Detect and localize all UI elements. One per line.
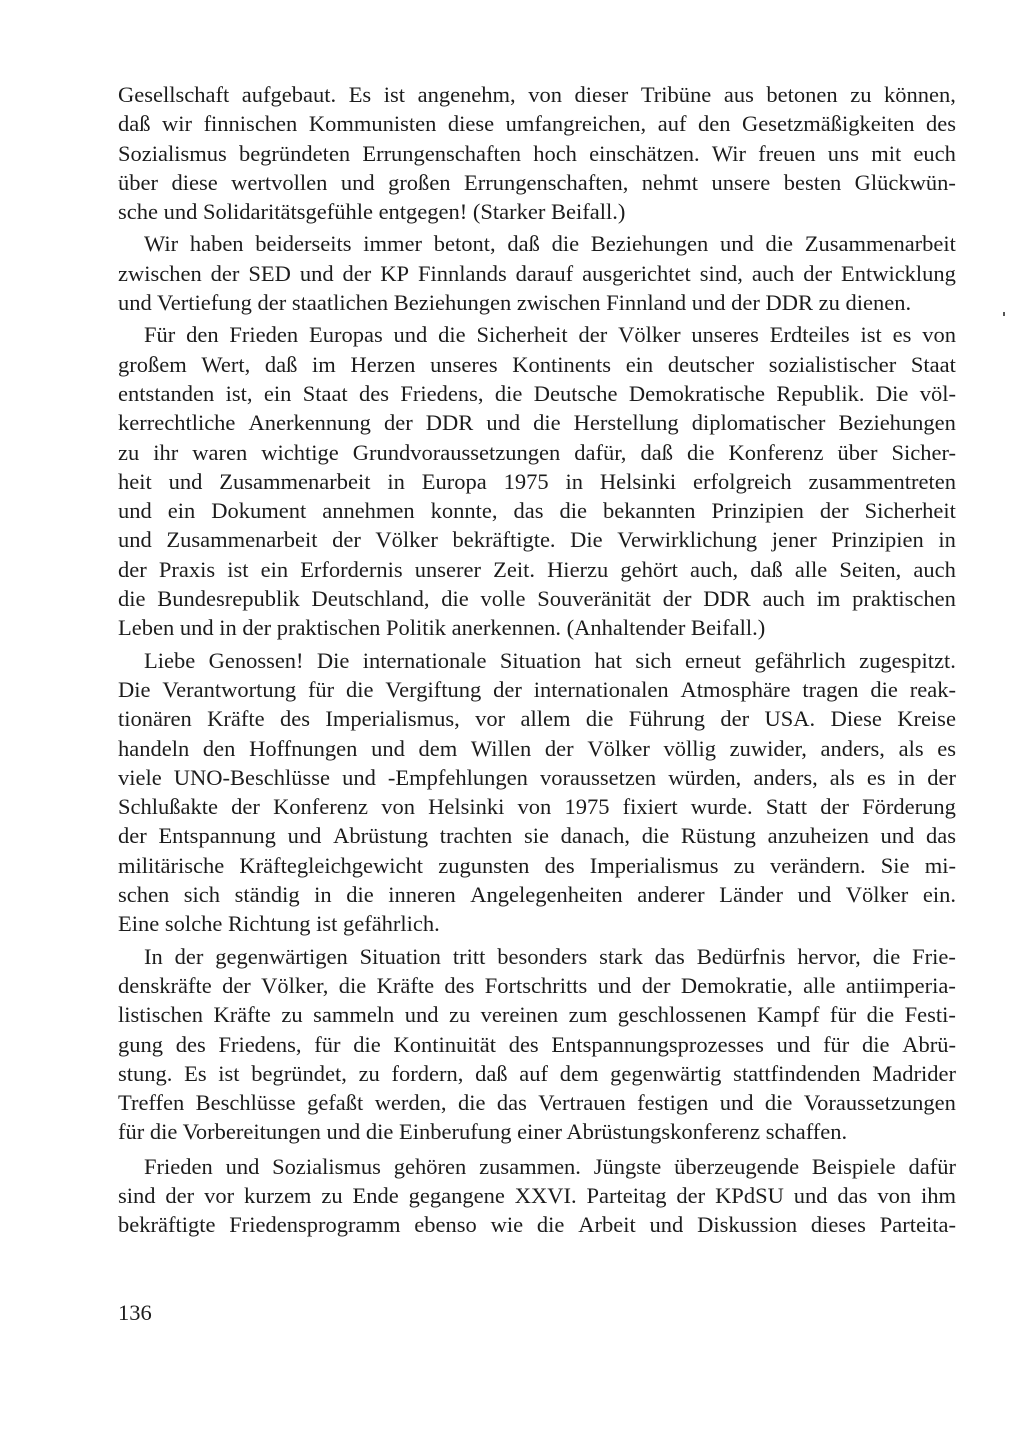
paragraph bbox=[118, 320, 956, 642]
text-line: Eine solche Richtung ist gefährlich. bbox=[118, 911, 440, 937]
text-line: zwischen der SED und der KP Finnlands darauf ausgerichtet sind, auch der Entwicklung bbox=[118, 260, 956, 286]
text-line: Gesellschaft aufgebaut. Es ist angenehm, von dieser Tribüne aus betonen zu können, bbox=[118, 82, 956, 107]
text-line: sche und Solidaritätsgefühle entgegen! (Starker Beifall.) bbox=[118, 199, 626, 225]
text-line: tionären Kräfte des Imperialismus, vor allem die Führung der USA. Diese Kreise bbox=[118, 706, 956, 732]
text-line: In der gegenwärtigen Situation tritt besonders stark das Bedürfnis hervor, die Frie- bbox=[144, 943, 956, 969]
text-line: kerrechtliche Anerkennung der DDR und die Herstellung diplomatischer Beziehungen bbox=[118, 410, 956, 436]
text-line: und Vertiefung der staatlichen Beziehungen zwischen Finnland und der DDR zu dienen. bbox=[118, 290, 912, 316]
text-line: und ein Dokument annehmen konnte, das die bekannten Prinzipien der Sicherheit bbox=[118, 498, 956, 524]
text-line: handeln den Hoffnungen und dem Willen der Völker völlig zuwider, anders, als es bbox=[118, 735, 956, 761]
text-line: gung des Friedens, für die Kontinuität des Entspannungsprozesses und für die Abrü- bbox=[118, 1031, 956, 1057]
paragraph bbox=[118, 646, 956, 939]
text-line: Wir haben beiderseits immer betont, daß die Beziehungen und die Zusammenarbeit bbox=[144, 231, 956, 257]
page-number: 136 bbox=[118, 1300, 152, 1325]
text-line: schen sich ständig in die inneren Angelegenheiten anderer Länder und Völker ein. bbox=[118, 882, 956, 908]
text-line: daß wir finnischen Kommunisten diese umfangreichen, auf den Gesetzmäßigkeiten des bbox=[118, 111, 956, 137]
text-line: heit und Zusammenarbeit in Europa 1975 in Helsinki erfolgreich zusammentreten bbox=[118, 468, 956, 494]
text-line: Liebe Genossen! Die internationale Situation hat sich erneut gefährlich zugespitzt. bbox=[144, 647, 956, 673]
text-line: viele UNO-Beschlüsse und -Empfehlungen voraussetzen würden, anders, als es in der bbox=[118, 764, 956, 790]
text-line: für die Vorbereitungen und die Einberufung einer Abrüstungskonferenz schaffen. bbox=[118, 1119, 848, 1145]
paragraph bbox=[118, 80, 956, 226]
text-line: stung. Es ist begründet, zu fordern, daß auf dem gegenwärtig stattfindenden Madrider bbox=[118, 1060, 956, 1086]
text-line: militärische Kräftegleichgewicht zugunsten des Imperialismus zu verändern. Sie mi- bbox=[118, 852, 956, 878]
margin-mark bbox=[1003, 312, 1005, 316]
text-line: denskräfte der Völker, die Kräfte des Fortschritts und der Demokratie, alle antiimperia- bbox=[118, 972, 956, 998]
text-line: Sozialismus begründeten Errungenschaften hoch einschätzen. Wir freuen uns mit euch bbox=[118, 140, 956, 166]
text-line: die Bundesrepublik Deutschland, die volle Souveränität der DDR auch im praktischen bbox=[118, 586, 956, 612]
text-line: Frieden und Sozialismus gehören zusammen. Jüngste überzeugende Beispiele dafür bbox=[144, 1153, 956, 1179]
text-line: listischen Kräfte zu sammeln und zu vereinen zum geschlossenen Kampf für die Festi- bbox=[118, 1002, 956, 1028]
text-line: und Zusammenarbeit der Völker bekräftigte. Die Verwirklichung jener Prinzipien in bbox=[118, 527, 956, 553]
paragraph bbox=[118, 942, 956, 1147]
text-line: Treffen Beschlüsse gefaßt werden, die das Vertrauen festigen und die Voraussetzungen bbox=[118, 1090, 956, 1116]
text-line: entstanden ist, ein Staat des Friedens, die Deutsche Demokratische Republik. Die völ- bbox=[118, 380, 956, 406]
text-line: über diese wertvollen und großen Errungenschaften, nehmt unsere besten Glückwün- bbox=[118, 169, 956, 195]
text-line: Schlußakte der Konferenz von Helsinki von 1975 fixiert wurde. Statt der Förderung bbox=[118, 794, 956, 820]
text-line: der Entspannung und Abrüstung trachten sie danach, die Rüstung anzuheizen und das bbox=[118, 823, 956, 849]
text-line: bekräftigte Friedensprogramm ebenso wie die Arbeit und Diskussion dieses Parteita- bbox=[118, 1212, 956, 1238]
paragraph bbox=[118, 229, 956, 317]
page-body bbox=[118, 80, 956, 1240]
text-line: der Praxis ist ein Erfordernis unserer Zeit. Hierzu gehört auch, daß alle Seiten, auch bbox=[118, 556, 956, 582]
text-line: sind der vor kurzem zu Ende gegangene XXVI. Parteitag der KPdSU und das von ihm bbox=[118, 1182, 956, 1208]
text-line: Die Verantwortung für die Vergiftung der internationalen Atmosphäre tragen die reak- bbox=[118, 676, 956, 702]
paragraph bbox=[118, 1152, 956, 1240]
text-line: zu ihr waren wichtige Grundvoraussetzungen dafür, daß die Konferenz über Sicher- bbox=[118, 439, 956, 465]
text-line: Für den Frieden Europas und die Sicherheit der Völker unseres Erdteiles ist es von bbox=[144, 322, 956, 348]
text-line: Leben und in der praktischen Politik anerkennen. (Anhaltender Beifall.) bbox=[118, 615, 766, 641]
text-line: großem Wert, daß im Herzen unseres Kontinents ein deutscher sozialistischer Staat bbox=[118, 351, 956, 377]
